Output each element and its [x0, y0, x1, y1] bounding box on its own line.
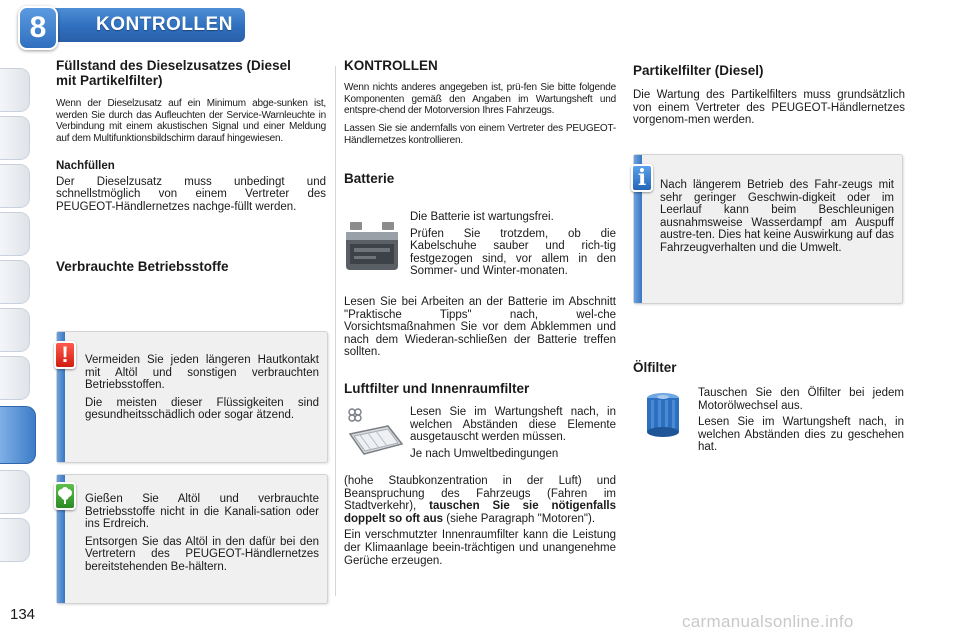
particle-filter-text: Die Wartung des Partikelfilters muss grundsätzlich von einem Vertreter des PEUGEOT-Händlernetzes vorgenom-men werden.	[633, 89, 905, 127]
info-notice	[633, 154, 903, 304]
battery-text-block-2	[344, 296, 616, 396]
oil-filter-block	[633, 360, 905, 375]
chapter-tab-rail	[0, 64, 36, 584]
chapter-tab[interactable]	[0, 260, 30, 304]
filter-text-1: Lesen Sie im Wartungsheft nach, in welchen Abständen diese Elemente ausgetauscht werden müssen.	[410, 406, 616, 444]
chapter-tab[interactable]	[0, 470, 30, 514]
tree-icon	[54, 482, 76, 510]
middle-column	[344, 58, 616, 186]
chapter-tab[interactable]	[0, 518, 30, 562]
battery-text-3: Lesen Sie bei Arbeiten an der Batterie im Abschnitt "Praktische Tipps" nach, wel-che Vorsichtsmaßnahmen Sie vor dem Abklemmen und nach dem Wiederan-schließen der Batterie treffen sollten.	[344, 296, 616, 359]
left-column	[56, 58, 326, 274]
fuel-additive-title: Füllstand des Dieselzusatzes (Diesel mit Partikelfilter)	[56, 58, 291, 88]
chapter-tab-active[interactable]	[0, 406, 36, 464]
oil-filter-title: Ölfilter	[633, 360, 677, 375]
chapter-tab[interactable]	[0, 308, 30, 352]
filter-text-2b: (hohe Staubkonzentration in der Luft) und Beanspruchung des Fahrzeugs (Fahren im Stadtverkehr),	[344, 475, 616, 513]
filter-text-2-bold: tauschen Sie sie nötigenfalls doppelt so oft aus	[344, 500, 616, 525]
battery-text-1: Die Batterie ist wartungsfrei.	[410, 211, 554, 223]
right-column	[633, 58, 905, 127]
chapter-tab[interactable]	[0, 116, 30, 160]
refill-title: Nachfüllen	[56, 159, 115, 172]
controls-title: KONTROLLEN	[344, 58, 438, 73]
eco-text-1: Gießen Sie Altöl und verbrauchte Betriebsstoffe nicht in die Kanali-sation oder ins Erdreich.	[85, 493, 319, 531]
battery-icon	[344, 214, 400, 272]
warning-text-2: Die meisten dieser Flüssigkeiten sind gesundheitsschädlich oder sogar ätzend.	[85, 396, 319, 422]
chapter-tab[interactable]	[0, 164, 30, 208]
chapter-title: KONTROLLEN	[96, 14, 233, 35]
filter-text-2a: Je nach Umweltbedingungen	[410, 447, 559, 460]
filter-text-3: Ein verschmutzter Innenraumfilter kann die Leistung der Klimaanlage beein-trächtigen und unangenehme Gerüche erzeugen.	[344, 529, 616, 567]
controls-intro-2: Lassen Sie sie andernfalls von einem Vertreter des PEUGEOT-Händlernetzes kontrollieren.	[344, 123, 616, 146]
filter-title: Luftfilter und Innenraumfilter	[344, 380, 530, 396]
filter-text-block-2	[344, 475, 616, 567]
column-divider	[335, 66, 336, 596]
watermark: carmanualsonline.info	[682, 612, 854, 631]
oil-filter-text-1: Tauschen Sie den Ölfilter bei jedem Motorölwechsel aus.	[698, 387, 904, 412]
used-fluids-title: Verbrauchte Betriebsstoffe	[56, 258, 229, 274]
battery-text-block	[410, 211, 616, 278]
controls-intro-1: Wenn nichts anderes angegeben ist, prü-fen Sie bitte folgende Komponenten gemäß den Angaben im Wartungsheft und entspre-chend der Motorversion Ihres Fahrzeugs.	[344, 82, 616, 117]
air-filter-icon	[344, 404, 404, 460]
battery-text-2: Prüfen Sie trotzdem, ob die Kabelschuhe sauber und rich-tig festgezogen sind, vor allem in den Sommer- und Winter-monaten.	[410, 227, 616, 278]
info-icon: i	[631, 164, 653, 192]
page-number: 134	[10, 606, 36, 623]
chapter-tab[interactable]	[0, 68, 30, 112]
refill-text: Der Dieselzusatz muss unbedingt und schnellstmöglich von einem Vertreter des PEUGEOT-Händlernetzes nachge-füllt werden.	[56, 175, 326, 213]
warning-notice	[56, 331, 328, 463]
info-text: Nach längerem Betrieb des Fahr-zeugs mit sehr geringer Geschwin-digkeit oder im Leerlauf kann beim Beschleunigen ausnahmsweise Wasserdampf am Auspuff austre-ten. Dies hat keine Auswirkung auf das Fahrzeugverhalten und die Umwelt.	[660, 179, 894, 254]
oil-filter-text-block	[698, 387, 904, 454]
chapter-tab[interactable]	[0, 212, 30, 256]
exclamation-icon: !	[54, 341, 76, 369]
eco-notice	[56, 474, 328, 604]
filter-text-2	[344, 475, 616, 525]
filter-text-block	[410, 406, 616, 460]
chapter-badge: 8	[18, 6, 58, 50]
particle-filter-title: Partikelfilter (Diesel)	[633, 63, 764, 78]
eco-text-2: Entsorgen Sie das Altöl in den dafür bei den Vertretern des PEUGEOT-Händlernetzes bereitstehenden Be-hältern.	[85, 535, 319, 573]
battery-title: Batterie	[344, 170, 395, 186]
warning-text-1: Vermeiden Sie jeden längeren Hautkontakt mit Altöl und sonstigen verbrauchten Betriebsstoffen.	[85, 354, 319, 392]
oil-filter-icon	[640, 390, 686, 440]
oil-filter-text-2: Lesen Sie im Wartungsheft nach, in welchen Abständen dies zu geschehen hat.	[698, 416, 904, 454]
chapter-tab[interactable]	[0, 356, 30, 400]
filter-text-2c: (siehe Paragraph "Motoren").	[446, 512, 596, 525]
page-header	[0, 0, 960, 50]
fuel-additive-text: Wenn der Dieselzusatz auf ein Minimum abge-sunken ist, werden Sie durch das Aufleuchten der Service-Warnleuchte in Verbindung mit einem akustischen Signal und einer Meldung auf dem Multifunktionsbildschirm darauf hingewiesen.	[56, 98, 326, 145]
